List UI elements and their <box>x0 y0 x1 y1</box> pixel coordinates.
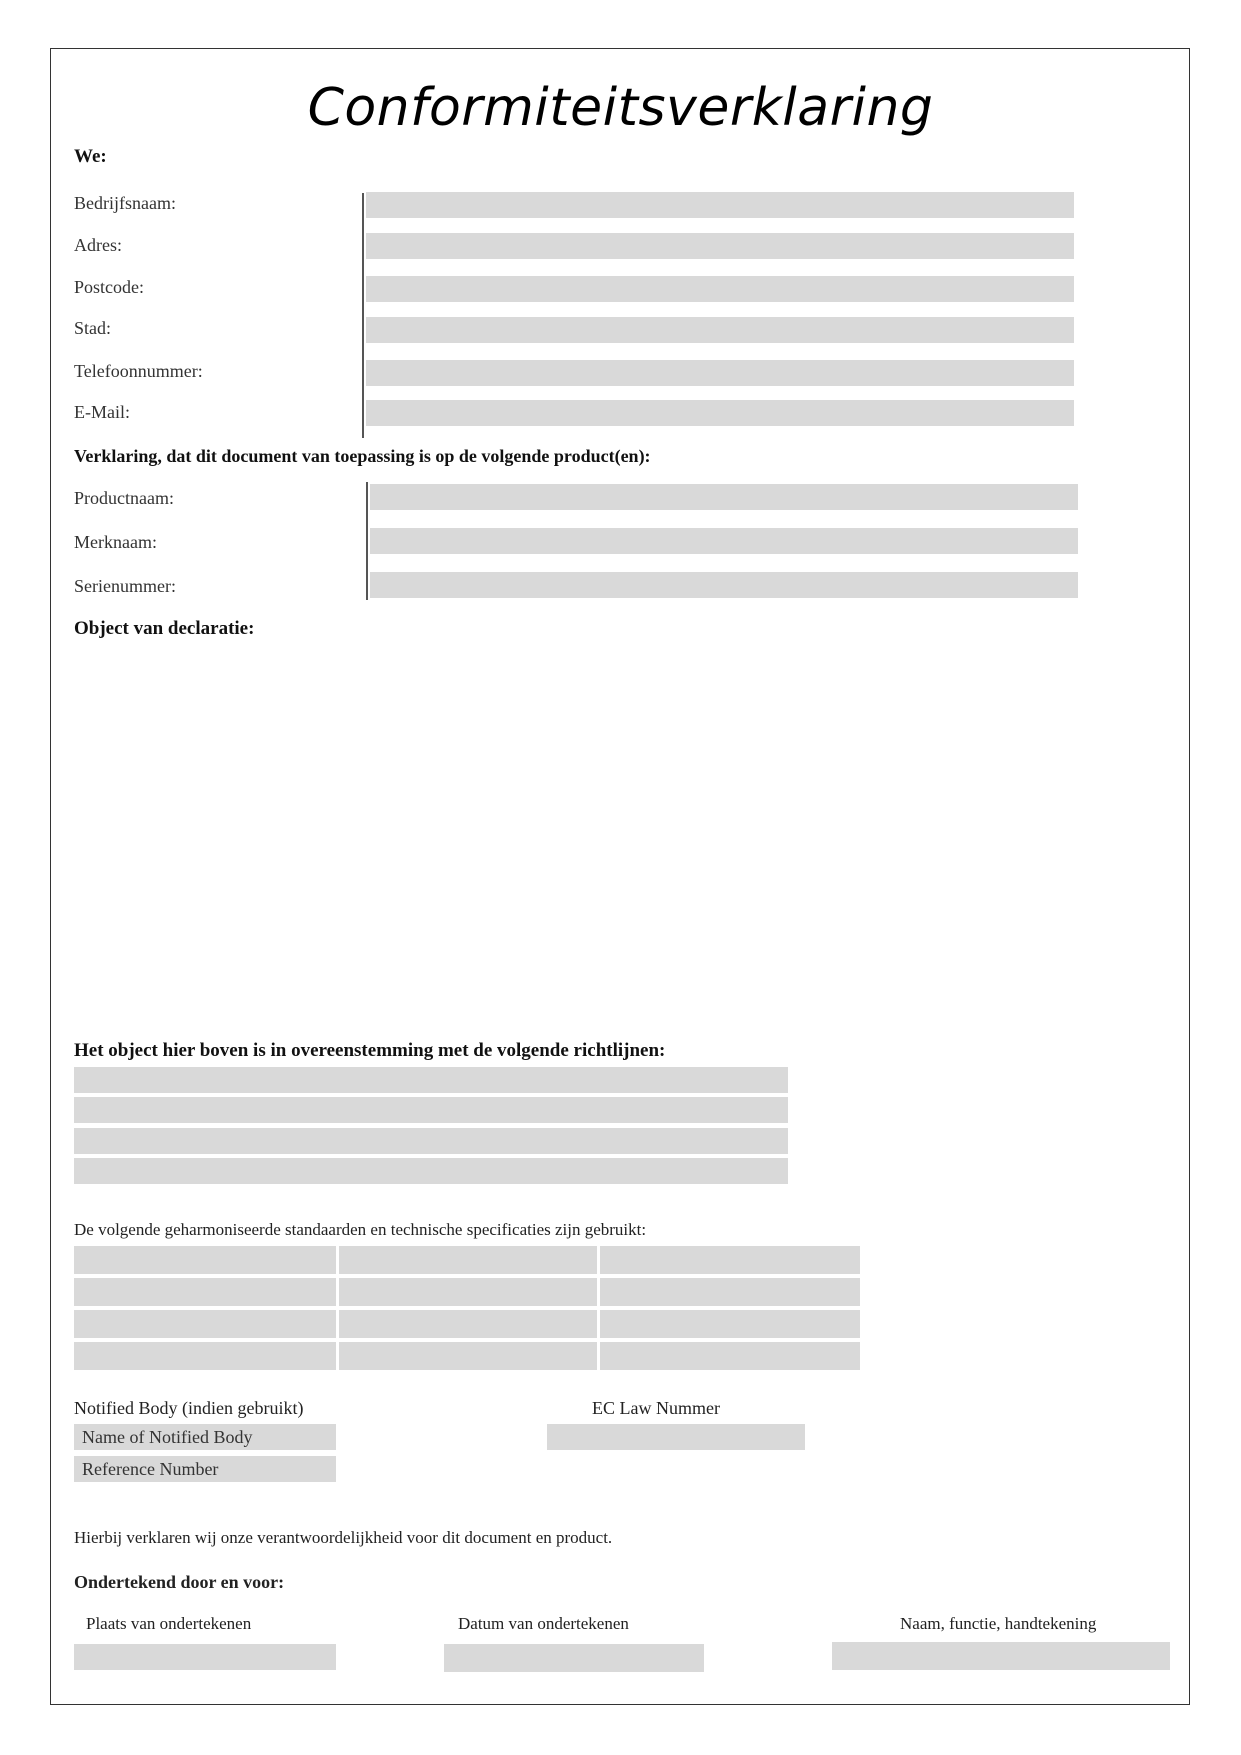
standards-cell[interactable] <box>339 1278 597 1306</box>
standards-cell[interactable] <box>74 1278 336 1306</box>
email-input[interactable] <box>366 400 1074 426</box>
responsibility-statement: Hierbij verklaren wij onze verantwoordelijkheid voor dit document en product. <box>74 1528 613 1547</box>
standards-cell[interactable] <box>74 1310 336 1338</box>
serial-number-input[interactable] <box>370 572 1078 598</box>
object-heading: Object van declaratie: <box>74 618 255 639</box>
company-name-label: Bedrijfsnaam: <box>74 193 176 213</box>
conformity-heading: Het object hier boven is in overeenstemming met de volgende richtlijnen: <box>74 1040 666 1061</box>
standards-cell[interactable] <box>74 1342 336 1370</box>
company-name-input[interactable] <box>366 192 1074 218</box>
object-description-area[interactable] <box>74 650 1074 1030</box>
address-input[interactable] <box>366 233 1074 259</box>
standards-cell[interactable] <box>74 1246 336 1274</box>
company-divider <box>362 193 364 438</box>
brand-name-label: Merknaam: <box>74 532 157 552</box>
city-input[interactable] <box>366 317 1074 343</box>
place-input[interactable] <box>74 1644 336 1670</box>
notified-body-heading: Notified Body (indien gebruikt) <box>74 1398 304 1418</box>
phone-label: Telefoonnummer: <box>74 361 203 381</box>
we-heading: We: <box>74 146 107 167</box>
directive-input-4[interactable] <box>74 1158 788 1184</box>
standards-cell[interactable] <box>339 1246 597 1274</box>
directive-input-1[interactable] <box>74 1067 788 1093</box>
product-name-label: Productnaam: <box>74 488 174 508</box>
serial-number-label: Serienummer: <box>74 576 176 596</box>
ec-law-heading: EC Law Nummer <box>592 1398 720 1418</box>
brand-name-input[interactable] <box>370 528 1078 554</box>
standards-cell[interactable] <box>339 1310 597 1338</box>
standards-cell[interactable] <box>339 1342 597 1370</box>
phone-input[interactable] <box>366 360 1074 386</box>
notified-body-name-field[interactable]: Name of Notified Body <box>74 1424 336 1450</box>
standards-cell[interactable] <box>600 1310 860 1338</box>
standards-cell[interactable] <box>600 1278 860 1306</box>
place-caption: Plaats van ondertekenen <box>86 1614 252 1633</box>
directive-input-2[interactable] <box>74 1097 788 1123</box>
postcode-label: Postcode: <box>74 277 144 297</box>
standards-cell[interactable] <box>600 1342 860 1370</box>
address-label: Adres: <box>74 235 122 255</box>
directive-input-3[interactable] <box>74 1128 788 1154</box>
date-caption: Datum van ondertekenen <box>458 1614 629 1633</box>
ec-law-number-input[interactable] <box>547 1424 805 1450</box>
standards-cell[interactable] <box>600 1246 860 1274</box>
document-title: Conformiteitsverklaring <box>307 78 934 138</box>
email-label: E-Mail: <box>74 402 130 422</box>
date-input[interactable] <box>444 1644 704 1672</box>
product-name-input[interactable] <box>370 484 1078 510</box>
product-divider <box>366 482 368 600</box>
signed-heading: Ondertekend door en voor: <box>74 1572 285 1592</box>
city-label: Stad: <box>74 318 112 338</box>
name-caption: Naam, functie, handtekening <box>900 1614 1097 1633</box>
signature-input[interactable] <box>832 1642 1170 1670</box>
standards-heading: De volgende geharmoniseerde standaarden en technische specificaties zijn gebruikt: <box>74 1220 647 1239</box>
declaration-heading: Verklaring, dat dit document van toepassing is op de volgende product(en): <box>74 446 651 466</box>
reference-number-field[interactable]: Reference Number <box>74 1456 336 1482</box>
postcode-input[interactable] <box>366 276 1074 302</box>
